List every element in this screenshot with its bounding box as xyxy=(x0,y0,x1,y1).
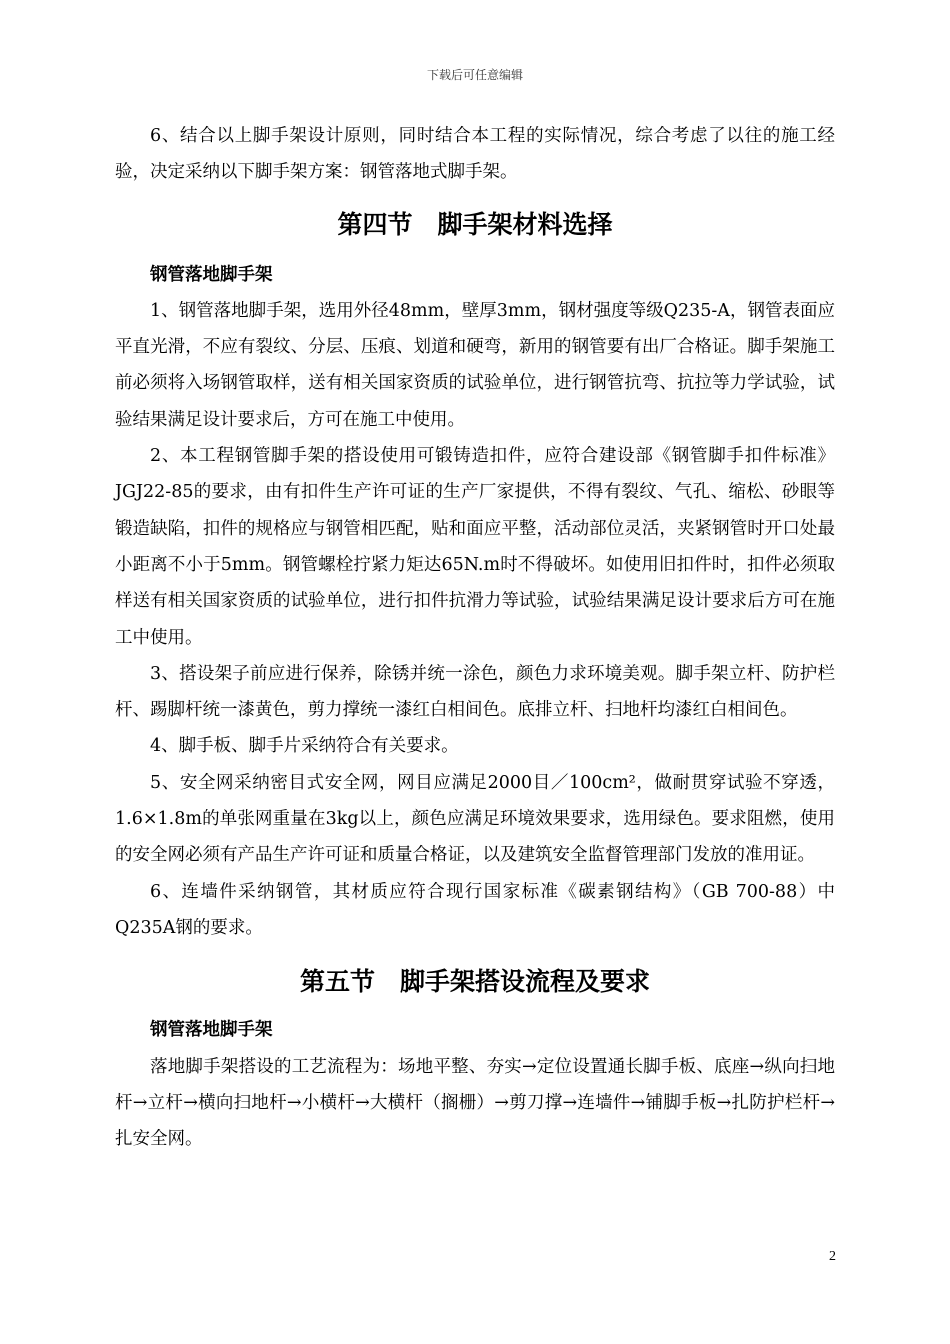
section-4-paragraph-6: 6、连墙件采纳钢管，其材质应符合现行国家标准《碳素钢结构》（GB 700-88）中Q235A钢的要求。 xyxy=(115,881,835,938)
page-header: 下载后可任意编辑 xyxy=(426,68,523,82)
section-4-paragraph-1: 1、钢管落地脚手架，选用外径48mm，壁厚3mm，钢材强度等级Q235-A，钢管表面应平直光滑，不应有裂纹、分层、压痕、划道和硬弯，新用的钢管要有出厂合格证。脚手架施工前必须将入场钢管取样，送有相关国家资质的试验单位，进行钢管抗弯、抗拉等力学试验，试验结果满足设计要求后，方可在施工中使用。 xyxy=(115,300,835,430)
document-body xyxy=(115,118,835,1157)
section-5-subheading: 钢管落地脚手架 xyxy=(150,1020,273,1041)
section-4-paragraph-2: 2、本工程钢管脚手架的搭设使用可锻铸造扣件，应符合建设部《钢管脚手扣件标准》JGJ22-85的要求，由有扣件生产许可证的生产厂家提供，不得有裂纹、气孔、缩松、砂眼等锻造缺陷，扣件的规格应与钢管相匹配，贴和面应平整，活动部位灵活，夹紧钢管时开口处最小距离不小于5mm。钢管螺栓拧紧力矩达65N.m时不得破坏。如使用旧扣件时，扣件必须取样送有相关国家资质的试验单位，进行扣件抗滑力等试验，试验结果满足设计要求后方可在施工中使用。 xyxy=(115,446,835,648)
page-number: 2 xyxy=(829,1249,836,1264)
section-title-4: 第四节 脚手架材料选择 xyxy=(337,209,613,239)
section-5-paragraph-1: 落地脚手架搭设的工艺流程为：场地平整、夯实→定位设置通长脚手板、底座→纵向扫地杆→立杆→横向扫地杆→小横杆→大横杆（搁栅）→剪刀撑→连墙件→铺脚手板→扎防护栏杆→扎安全网。 xyxy=(115,1056,835,1150)
section-title-5: 第五节 脚手架搭设流程及要求 xyxy=(299,967,650,997)
section-4-subheading: 钢管落地脚手架 xyxy=(150,264,273,285)
section-4-paragraph-3: 3、搭设架子前应进行保养，除锈并统一涂色，颜色力求环境美观。脚手架立杆、防护栏杆、踢脚杆统一漆黄色，剪力撑统一漆红白相间色。底排立杆、扫地杆均漆红白相间色。 xyxy=(115,663,835,721)
section-4-paragraph-4: 4、脚手板、脚手片采纳符合有关要求。 xyxy=(150,736,459,757)
section-4-paragraph-5: 5、安全网采纳密目式安全网，网目应满足2000目／100cm²，做耐贯穿试验不穿透，1.6×1.8m的单张网重量在3kg以上，颜色应满足环境效果要求，选用绿色。要求阻燃，使用的安全网必须有产品生产许可证和质量合格证，以及建筑安全监督管理部门发放的准用证。 xyxy=(115,772,835,866)
paragraph-intro: 6、结合以上脚手架设计原则，同时结合本工程的实际情况，综合考虑了以往的施工经验，决定采纳以下脚手架方案：钢管落地式脚手架。 xyxy=(115,126,835,183)
